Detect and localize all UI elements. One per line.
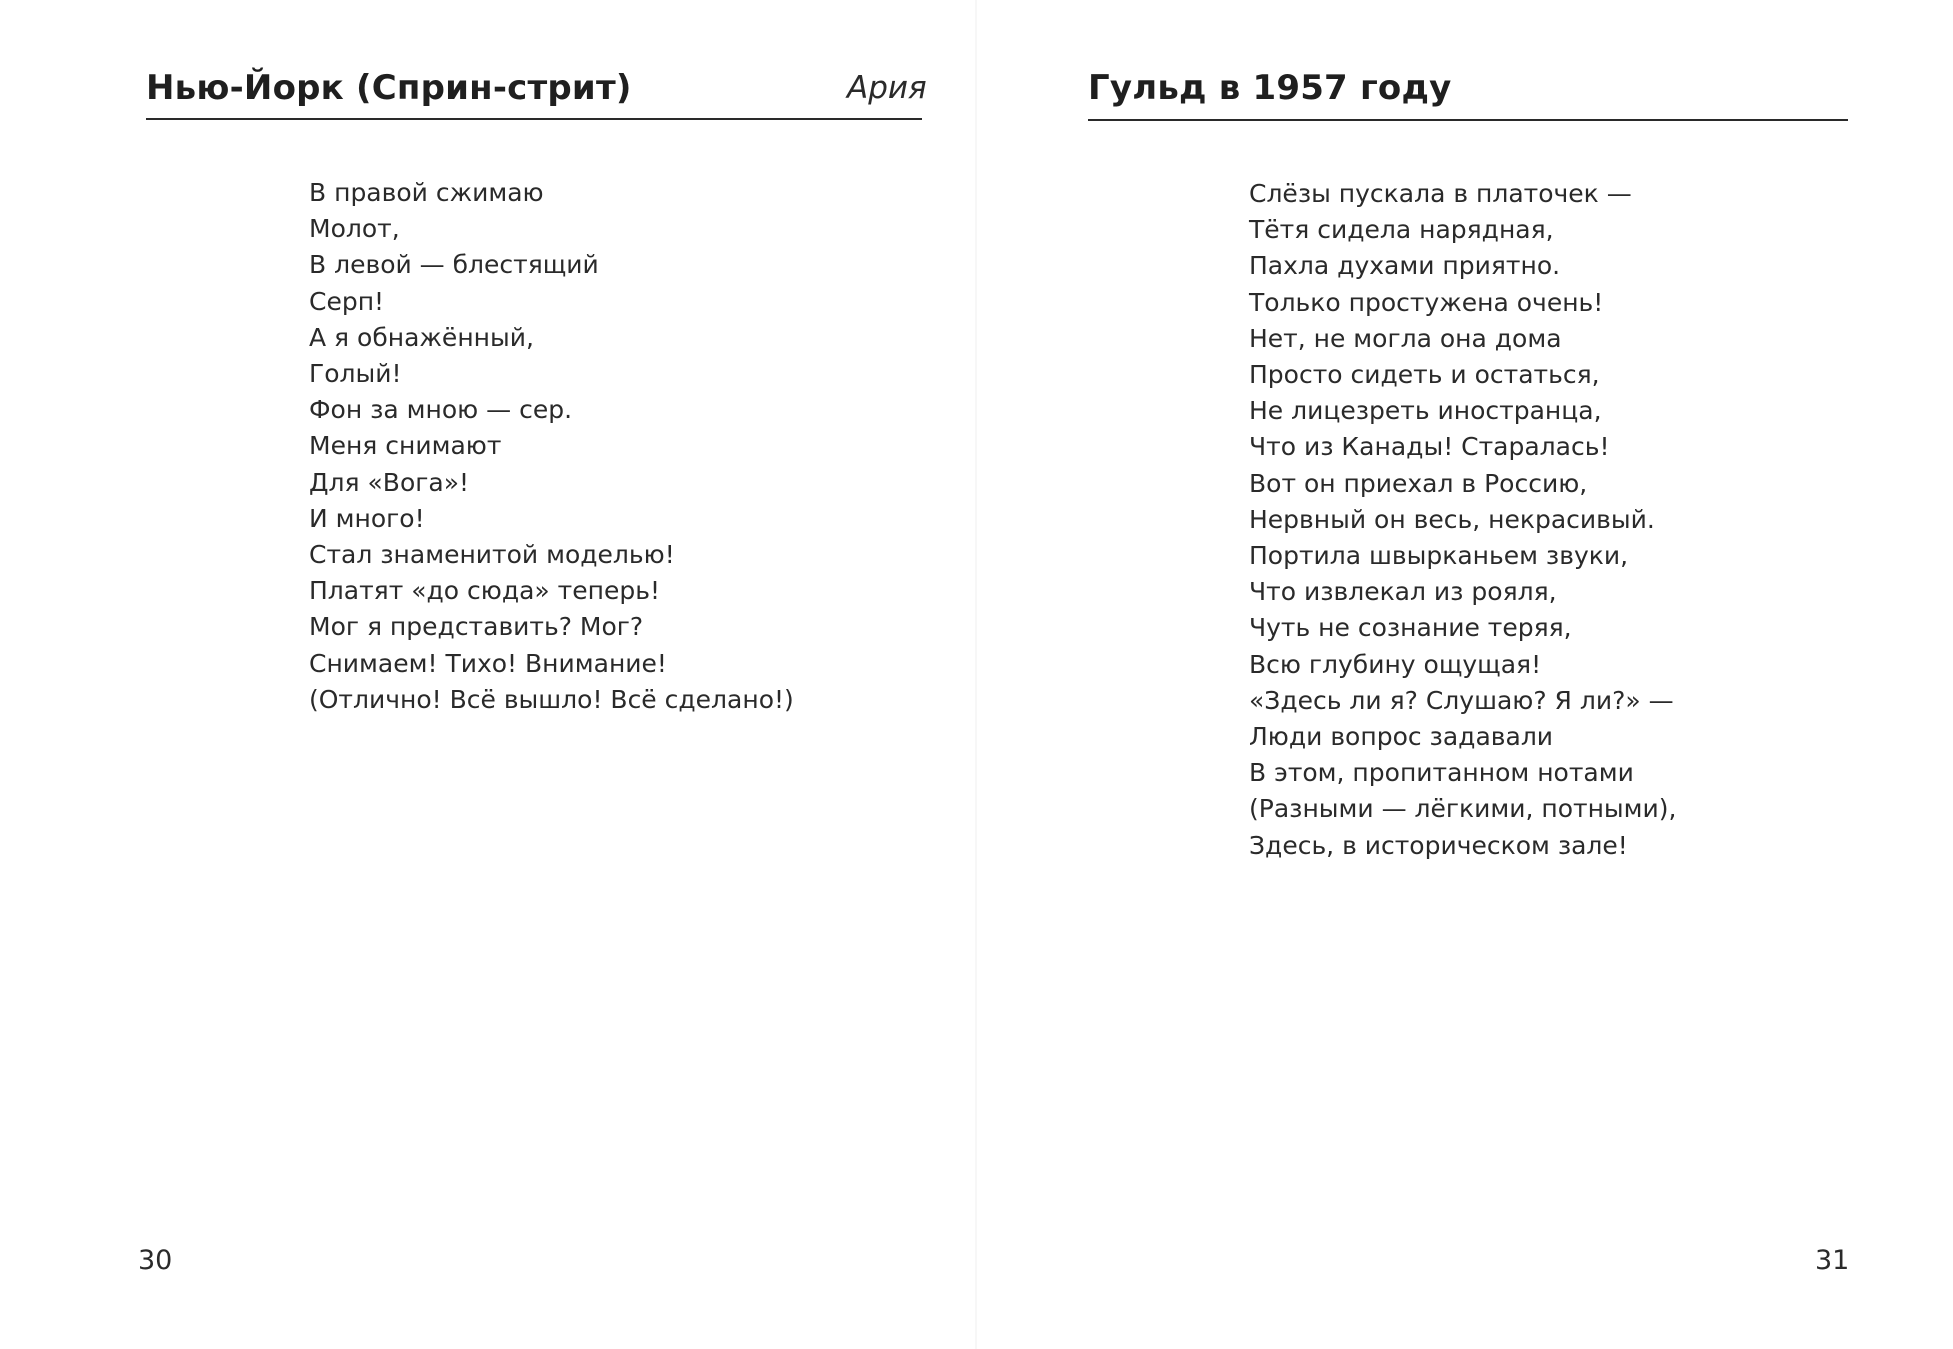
poem-line: Не лицезреть иностранца,	[1249, 396, 1602, 426]
right-page-number: 31	[1815, 1245, 1850, 1276]
right-page	[977, 0, 1953, 1349]
poem-line: Снимаем! Тихо! Внимание!	[309, 648, 667, 678]
poem-line: Голый!	[309, 359, 402, 389]
poem-line: Молот,	[309, 214, 400, 244]
left-page-number: 30	[138, 1245, 173, 1276]
poem-line: «Здесь ли я? Слушаю? Я ли?» —	[1249, 685, 1674, 715]
poem-line: (Разными — лёгкими, потными),	[1249, 794, 1677, 824]
poem-line: Слёзы пускала в платочек —	[1249, 179, 1632, 208]
right-title-rule	[1088, 119, 1848, 121]
right-page-title: Гульд в 1957 году	[1088, 68, 1452, 108]
poem-line: Нервный он весь, некрасивый.	[1249, 504, 1655, 534]
poem-line: Стал знаменитой моделью!	[309, 540, 675, 570]
poem-line: Пахла духами приятно.	[1249, 251, 1561, 281]
poem-line: Что извлекал из рояля,	[1249, 577, 1557, 607]
poem-line: Просто сидеть и остаться,	[1249, 360, 1600, 390]
poem-line: Серп!	[309, 286, 385, 316]
poem-line: Нет, не могла она дома	[1249, 323, 1562, 353]
poem-line: Всю глубину ощущая!	[1249, 649, 1542, 679]
poem-line: Портила швырканьем звуки,	[1249, 541, 1629, 571]
poem-line: Мог я представить? Мог?	[309, 612, 644, 642]
poem-line: Фон за мною — сер.	[309, 395, 573, 425]
left-poem	[309, 175, 794, 718]
left-page-title: Нью-Йорк (Сприн-стрит)	[146, 68, 632, 108]
poem-line: Люди вопрос задавали	[1249, 722, 1554, 752]
poem-line: Для «Вога»!	[309, 467, 470, 497]
poem-line: А я обнажённый,	[309, 322, 534, 352]
left-title-rule	[146, 118, 922, 120]
poem-line: Вот он приехал в Россию,	[1249, 468, 1588, 498]
poem-line: Что из Канады! Старалась!	[1249, 432, 1610, 462]
poem-line: В правой сжимаю	[309, 178, 544, 207]
left-page	[0, 0, 976, 1349]
poem-line: (Отлично! Всё вышло! Всё сделано!)	[309, 684, 794, 714]
poem-line: Чуть не сознание теряя,	[1249, 613, 1572, 643]
left-page-genre: Ария	[847, 70, 927, 106]
right-poem	[1249, 176, 1676, 864]
poem-line: Платят «до сюда» теперь!	[309, 576, 660, 606]
poem-line: Тётя сидела нарядная,	[1249, 215, 1554, 245]
poem-line: Меня снимают	[309, 431, 502, 461]
poem-line: И много!	[309, 503, 425, 533]
poem-line: В левой — блестящий	[309, 250, 599, 280]
poem-line: Здесь, в историческом зале!	[1249, 830, 1628, 860]
poem-line: Только простужена очень!	[1249, 287, 1604, 317]
poem-line: В этом, пропитанном нотами	[1249, 758, 1634, 788]
